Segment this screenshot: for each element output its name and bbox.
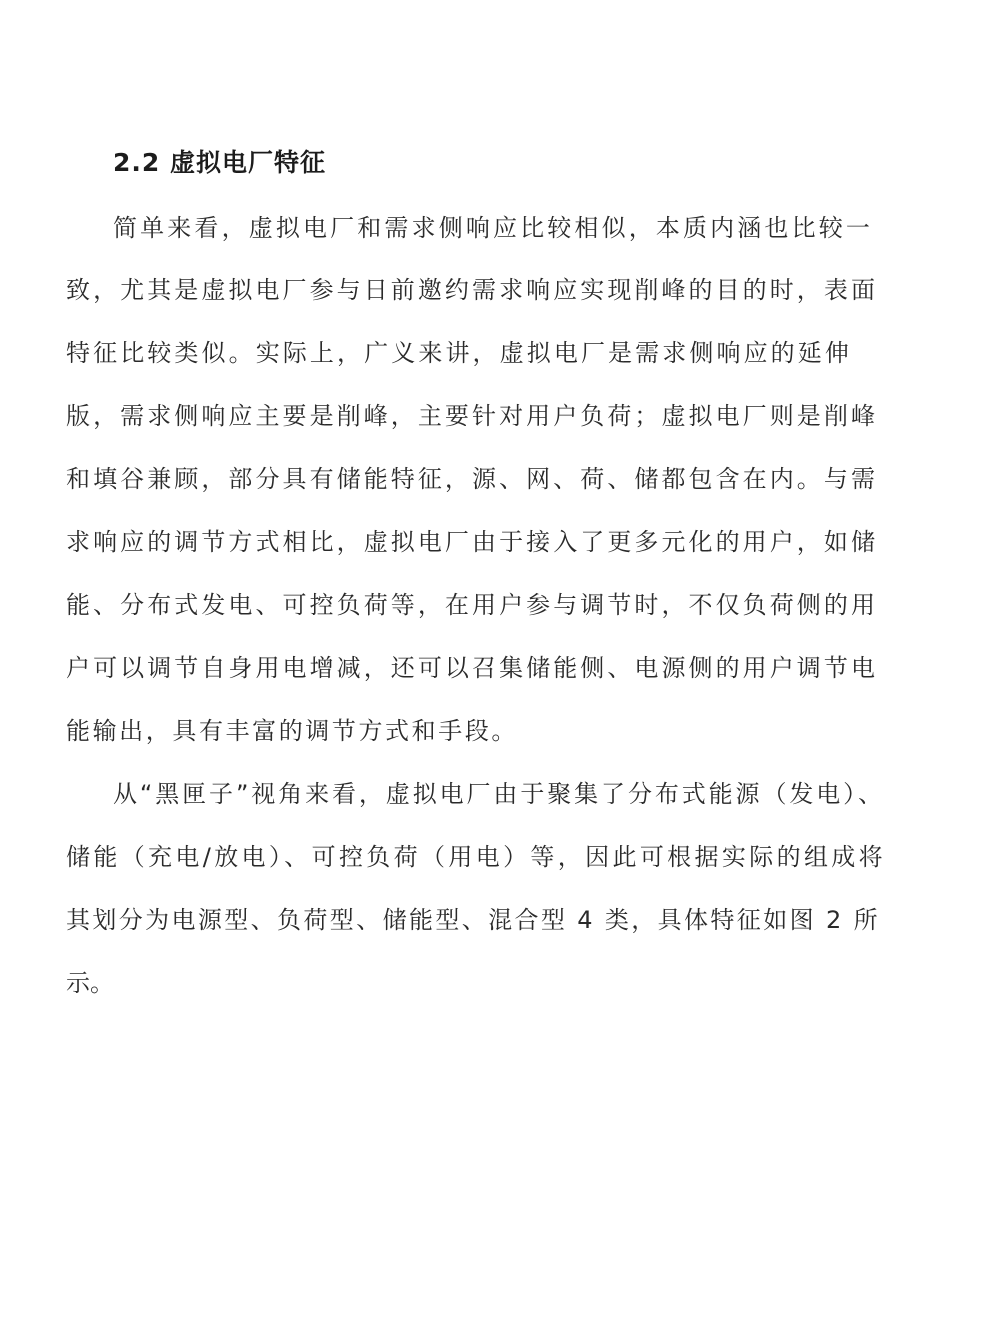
paragraph-2-line-4: 示。: [66, 969, 114, 997]
paragraph-1-line-8: 户可以调节自身用电增减，还可以召集储能侧、电源侧的用户调节电: [66, 654, 879, 682]
paragraph-1-line-7: 能、分布式发电、可控负荷等，在用户参与调节时，不仅负荷侧的用: [66, 591, 879, 619]
paragraph-1-line-3: 特征比较类似。实际上，广义来讲，虚拟电厂是需求侧响应的延伸: [66, 339, 852, 367]
paragraph-1-line-1: 简单来看，虚拟电厂和需求侧响应比较相似，本质内涵也比较一: [113, 214, 874, 242]
paragraph-2-line-3: 其划分为电源型、负荷型、储能型、混合型 4 类，具体特征如图 2 所: [66, 906, 881, 934]
paragraph-1-line-4: 版，需求侧响应主要是削峰，主要针对用户负荷；虚拟电厂则是削峰: [66, 402, 879, 430]
paragraph-1-line-6: 求响应的调节方式相比，虚拟电厂由于接入了更多元化的用户，如储: [66, 528, 879, 556]
paragraph-1-line-9: 能输出，具有丰富的调节方式和手段。: [66, 717, 518, 745]
paragraph-2-line-1: 从“黑匣子”视角来看，虚拟电厂由于聚集了分布式能源（发电）、: [113, 780, 885, 808]
paragraph-1-line-2: 致，尤其是虚拟电厂参与日前邀约需求响应实现削峰的目的时，表面: [66, 276, 879, 304]
paragraph-1-line-5: 和填谷兼顾，部分具有储能特征，源、网、荷、储都包含在内。与需: [66, 465, 879, 493]
section-heading: 2.2 虚拟电厂特征: [113, 148, 326, 177]
paragraph-2-line-2: 储能（充电/放电）、可控负荷（用电）等，因此可根据实际的组成将: [66, 843, 886, 871]
